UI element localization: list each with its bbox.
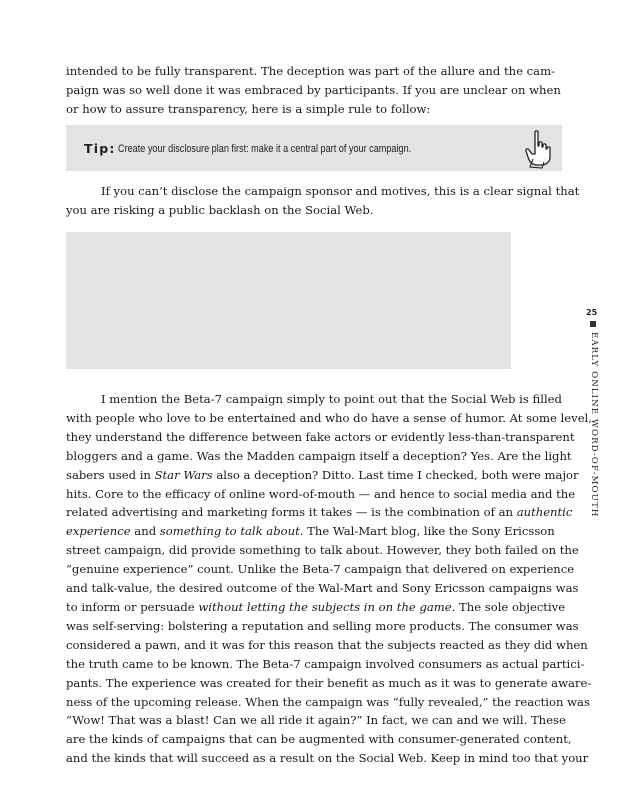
- text-run: related advertising and marketing forms it takes — is the combination of an: [66, 505, 517, 520]
- square-bullet-icon: [590, 321, 596, 327]
- second-paragraph: [66, 182, 580, 220]
- tip-label: Tip:: [84, 141, 116, 156]
- text-line: [66, 390, 562, 409]
- text-run: “Wow! That was a blast! Can we all ride it again?” In fact, we can and we will. These: [66, 713, 566, 728]
- text-line: you are risking a public backlash on the Social Web.: [66, 202, 374, 217]
- text-line: [66, 598, 566, 617]
- text-run: was self-serving: bolstering a reputation and selling more products. The consumer was: [66, 618, 579, 633]
- text-line: intended to be fully transparent. The deception was part of the allure and the cam-: [66, 64, 555, 78]
- text-run: hits. Core to the efficacy of online word-of-mouth — and hence to social media and the: [66, 486, 576, 501]
- text-line: [66, 674, 592, 693]
- italic-phrase: without letting the subjects in on the game: [198, 599, 452, 614]
- running-head: EARLY ONLINE WORD-OF-MOUTH: [589, 332, 599, 518]
- text-run: ness of the upcoming release. When the campaign was “fully revealed,” the reaction was: [66, 694, 590, 709]
- text-line: [66, 409, 592, 428]
- text-run: pants. The experience was created for their benefit as much as it was to generate aware-: [66, 675, 592, 690]
- text-run: bloggers and a game. Was the Madden campaign itself a deception? Yes. Are the light: [66, 448, 572, 463]
- text-line: [66, 655, 585, 674]
- italic-phrase: something to talk about: [159, 524, 300, 539]
- tip-text: Create your disclosure plan first: make it a central part of your campaign.: [118, 143, 412, 155]
- italic-phrase: authentic: [516, 505, 573, 520]
- page-number: 25: [586, 308, 598, 317]
- text-run: are the kinds of campaigns that can be augmented with consumer-generated content,: [66, 732, 572, 747]
- text-line: [66, 541, 579, 560]
- text-line: If you can’t disclose the campaign sponsor and motives, this is a clear signal that: [101, 184, 580, 198]
- text-run: “genuine experience” count. Unlike the Beta-7 campaign that delivered on experience: [66, 562, 575, 577]
- text-run: also a deception? Ditto. Last time I checked, both were major: [212, 467, 579, 482]
- text-line: [66, 503, 573, 522]
- text-run: and talk-value, the desired outcome of the Wal-Mart and Sony Ericsson campaigns was: [66, 581, 579, 596]
- text-line: [66, 485, 576, 504]
- text-line: or how to assure transparency, here is a simple rule to follow:: [66, 101, 431, 116]
- text-line: [66, 560, 575, 579]
- pointing-hand-icon: [522, 129, 554, 169]
- text-run: and the kinds that will succeed as a result on the Social Web. Keep in mind too that your: [66, 751, 589, 766]
- text-run: with people who love to be entertained and who do have a sense of humor. At some level,: [66, 410, 592, 425]
- text-line: [66, 522, 555, 541]
- text-run: and: [130, 524, 160, 539]
- text-run: they understand the difference between fake actors or evidently less-than-transparent: [66, 429, 575, 444]
- figure-placeholder: [66, 232, 511, 369]
- text-line: [66, 749, 589, 768]
- text-line: [66, 693, 590, 712]
- text-line: [66, 579, 579, 598]
- page-sidebar: [586, 308, 604, 518]
- text-line: [66, 730, 572, 749]
- top-paragraph: [66, 62, 561, 119]
- text-run: to inform or persuade: [66, 599, 199, 614]
- tip-box: [66, 125, 562, 171]
- text-line: [66, 636, 588, 655]
- text-run: . The Wal-Mart blog, like the Sony Ericsson: [299, 524, 555, 539]
- text-line: [66, 428, 575, 447]
- text-line: paign was so well done it was embraced by participants. If you are unclear on when: [66, 82, 561, 97]
- text-run: the truth came to be known. The Beta-7 campaign involved consumers as actual partici-: [66, 656, 585, 671]
- italic-title: Star Wars: [154, 467, 213, 482]
- text-run: . The sole objective: [451, 599, 566, 614]
- text-line: [66, 466, 579, 485]
- text-line: [66, 711, 566, 730]
- main-paragraph: [66, 390, 592, 768]
- text-run: street campaign, did provide something to talk about. However, they both failed on the: [66, 543, 579, 558]
- text-line: [66, 617, 579, 636]
- text-run: considered a pawn, and it was for this reason that the subjects reacted as they did when: [66, 637, 588, 652]
- text-run: sabers used in: [66, 467, 155, 482]
- italic-phrase: experience: [66, 524, 131, 539]
- text-line: [66, 447, 572, 466]
- text-run: I mention the Beta-7 campaign simply to point out that the Social Web is filled: [101, 392, 562, 406]
